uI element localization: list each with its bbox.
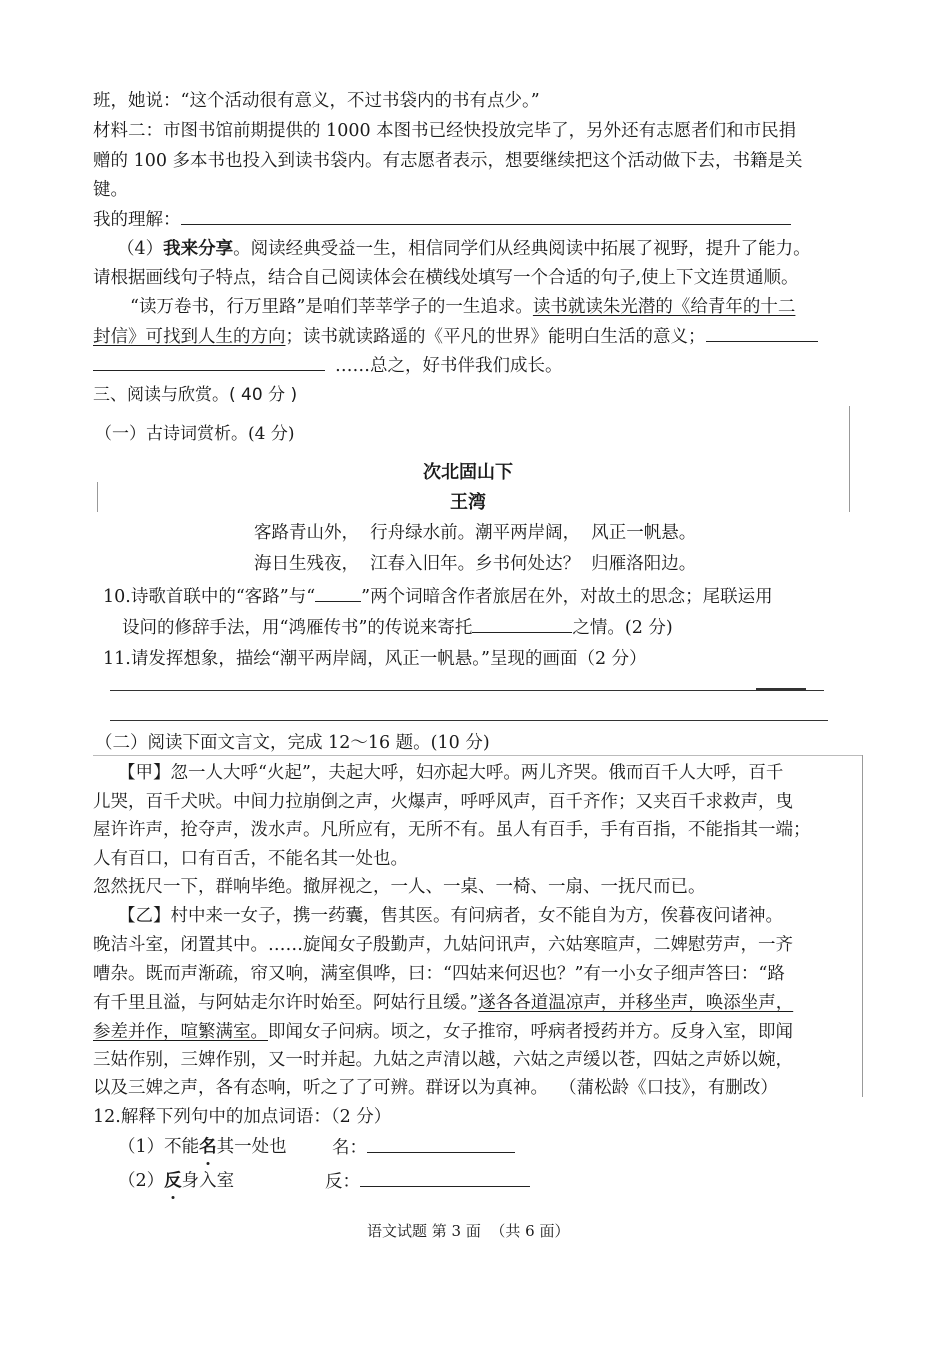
- text-span: 即闻女子问病。顷之，女子推帘，呼病者授药并方。反身入室，即闻: [268, 1022, 793, 1042]
- question-12: 12.解释下列句中的加点词语：（2 分）: [93, 1107, 392, 1127]
- scan-border: [849, 406, 850, 512]
- text-span: 有千里且溢，与阿姑走尔许时始至。阿姑行且缓。”: [93, 993, 479, 1013]
- my-understanding-label: 我的理解：: [93, 210, 181, 230]
- text-span: （2）: [118, 1171, 165, 1191]
- subsection-heading: （一）古诗词赏析。(4 分): [95, 424, 295, 444]
- dotted-word: 名: [199, 1134, 217, 1160]
- scan-border: [862, 755, 863, 1097]
- passage-line: 以及三婢之声，各有态响，听之了了可辨。群讶以为真神。 （蒲松龄《口技》，有删改）: [93, 1078, 778, 1098]
- underlined-sentence: 参差并作，喧繁满室。: [93, 1022, 268, 1042]
- text-line: [130, 294, 795, 320]
- text-span: 其一处也: [216, 1137, 287, 1157]
- text-span: 。阅读经典受益一生，相信同学们从经典阅读中拓展了视野，提升了能力。: [233, 239, 811, 259]
- passage-line: 晚洁斗室，闭置其中。……旋闻女子殷勤声，九姑问讯声，六姑寒暄声，二婢慰劳声，一齐: [93, 935, 793, 955]
- text-span: “读万卷书，行万里路”是咱们莘莘学子的一生追求。: [130, 297, 533, 317]
- poem-line: 客路青山外， 行舟绿水前。潮平两岸阔， 风正一帆悬。: [254, 523, 697, 543]
- text-span: （1）不能: [118, 1137, 200, 1157]
- passage-line: 屋许许声，抢夺声，泼水声。凡所应有，无所不有。虽人有百手，手有百指，不能指其一端；: [93, 820, 811, 840]
- text-line: 材料二：市图书馆前期提供的 1000 本图书已经快投放完毕了，另外还有志愿者们和市民捐: [93, 121, 797, 141]
- text-line: 键。: [93, 180, 128, 200]
- answer-line-mark: [756, 688, 806, 690]
- text-span: 设问的修辞手法，用“鸿雁传书”的传说来寄托: [122, 618, 473, 638]
- text-span: 10.诗歌首联中的“客路”与“: [103, 587, 316, 607]
- text-line: 赠的 100 多本书也投入到读书袋内。有志愿者表示，想要继续把这个活动做下去，书籍是关: [93, 151, 803, 171]
- text-span: ；读书就读路遥的《平凡的世界》能明白生活的意义；: [285, 327, 706, 347]
- poem-title: 次北固山下: [423, 462, 513, 483]
- passage-line: 三姑作别，三婢作别，又一时并起。九姑之声清以越，六姑之声缓以苍，四姑之声娇以婉，: [93, 1050, 793, 1070]
- scan-border: [97, 482, 98, 512]
- passage-line: 人有百口，口有百舌，不能名其一处也。: [93, 849, 408, 869]
- share-heading: 我来分享: [163, 239, 234, 259]
- section-heading: 三、阅读与欣赏。( 40 分 ): [93, 385, 298, 405]
- answer-row: [325, 1168, 530, 1195]
- answer-blank[interactable]: [360, 1168, 530, 1187]
- my-understanding-row: [93, 206, 791, 233]
- answer-blank[interactable]: [315, 583, 361, 602]
- dotted-word: 反: [164, 1168, 182, 1194]
- question-12-item-1: [118, 1134, 287, 1160]
- answer-blank[interactable]: [706, 323, 818, 342]
- share-prompt-line: [117, 236, 811, 262]
- answer-label: 名：: [332, 1138, 367, 1158]
- subsection-heading: （二）阅读下面文言文，完成 12～16 题。(10 分): [95, 733, 490, 753]
- passage-line: [93, 990, 793, 1016]
- passage-line: 【甲】忽一人大呼“火起”，夫起大呼，妇亦起大呼。两儿齐哭。俄而百千人大呼，百千: [118, 763, 784, 783]
- question-10: [103, 583, 773, 610]
- text-line: 请根据画线句子特点，结合自己阅读体会在横线处填写一个合适的句子,使上下文连贯通顺。: [93, 268, 799, 288]
- text-line: [93, 352, 563, 379]
- text-line: 班，她说：“这个活动很有意义，不过书袋内的书有点少。”: [93, 91, 540, 111]
- passage-line: 【乙】村中来一女子，携一药囊，售其医。有问病者，女不能自为方，俟暮夜问诸神。: [118, 906, 783, 926]
- underlined-sentence: 遂各各道温凉声，并移坐声，唤添坐声，: [478, 993, 794, 1013]
- question-11: 11.请发挥想象，描绘“潮平两岸阔，风正一帆悬。”呈现的画面（2 分）: [103, 649, 647, 669]
- passage-line: 忽然抚尺一下，群响毕绝。撤屏视之，一人、一桌、一椅、一扇、一抚尺而已。: [93, 877, 706, 897]
- answer-blank[interactable]: [93, 352, 325, 371]
- underlined-sentence: 读书就读朱光潜的《给青年的十二: [532, 297, 796, 317]
- text-span: （4）: [117, 239, 164, 259]
- passage-line: 儿哭，百千犬吠。中间力拉崩倒之声，火爆声，呼呼风声，百千齐作；又夹百千求救声，曳: [93, 792, 793, 812]
- answer-line[interactable]: [110, 720, 828, 721]
- answer-blank[interactable]: [181, 206, 791, 225]
- answer-label: 反：: [325, 1172, 360, 1192]
- answer-line[interactable]: [110, 690, 824, 691]
- question-12-item-2: [118, 1168, 234, 1194]
- poem-line: 海日生残夜， 江春入旧年。乡书何处达？ 归雁洛阳边。: [254, 554, 697, 574]
- answer-blank[interactable]: [367, 1134, 515, 1153]
- passage-line: [93, 1019, 793, 1045]
- scan-border: [93, 755, 863, 756]
- text-line: [93, 323, 818, 350]
- underlined-sentence: 封信》可找到人生的方向: [93, 327, 286, 347]
- answer-row: [332, 1134, 515, 1161]
- page-footer: 语文试题 第 3 面 （共 6 面）: [367, 1222, 570, 1240]
- text-span: ”两个词暗含作者旅居在外，对故土的思念；尾联运用: [361, 587, 773, 607]
- poem-author: 王湾: [450, 492, 486, 513]
- passage-line: 嘈杂。既而声渐疏，帘又响，满室俱哗，曰：“四姑来何迟也？”有一小女子细声答曰：“路: [93, 964, 785, 984]
- answer-blank[interactable]: [472, 614, 572, 633]
- question-10-cont: [122, 614, 673, 641]
- text-span: 身入室: [181, 1171, 235, 1191]
- text-span: ……总之，好书伴我们成长。: [335, 356, 563, 376]
- text-span: 之情。(2 分): [572, 618, 673, 638]
